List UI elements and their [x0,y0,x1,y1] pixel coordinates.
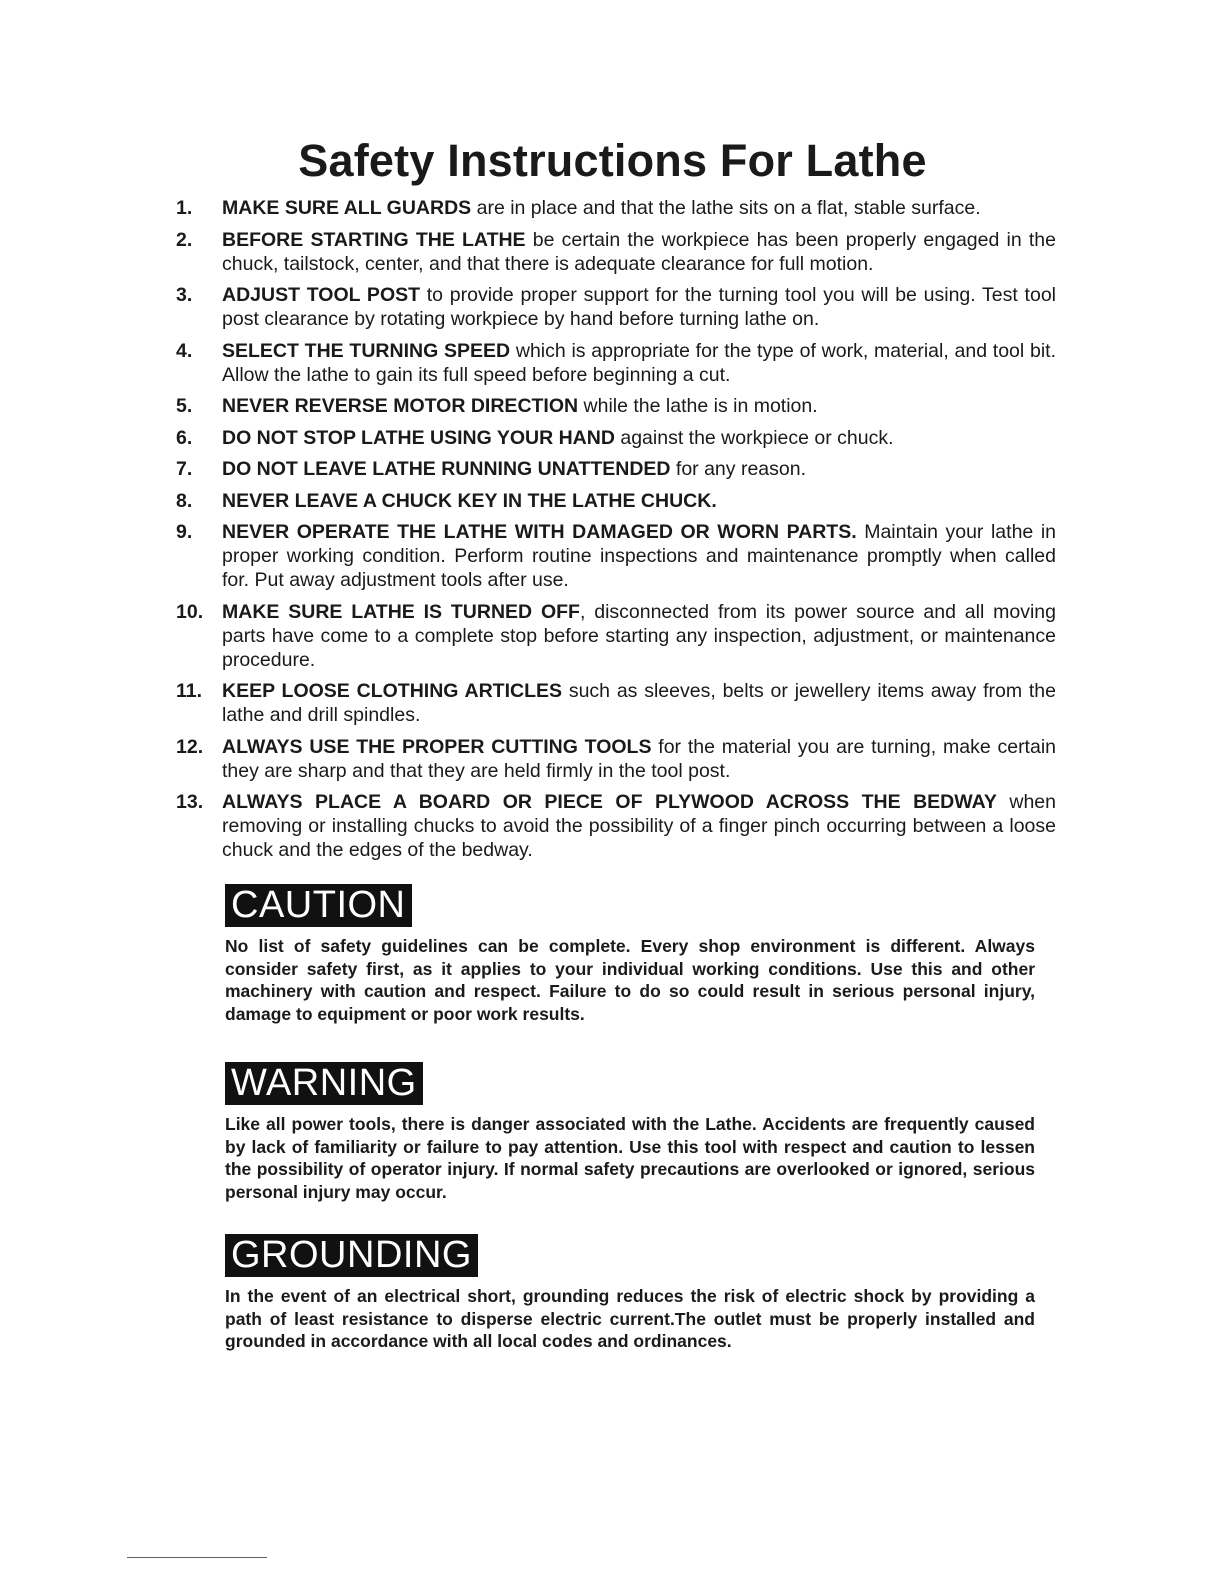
item-body [222,196,1056,220]
item-lead: SELECT THE TURNING SPEED [222,339,511,362]
item-lead: ADJUST TOOL POST [222,284,421,306]
instruction-item-8 [176,489,1056,513]
item-number: 13. [176,791,204,813]
item-number: 12. [176,735,204,758]
instruction-item-9 [176,520,1056,592]
item-text: Maintain your lathe in proper working condition. Perform routine inspections and maintenance promptly when called for. Put away adjustment tools after use. [222,521,1057,591]
item-text: when removing or installing chucks to avoid the possibility of a finger pinch occurring between a loose chuck and the edges of the bedway. [222,791,1056,861]
caution-notice [225,884,1035,1025]
item-lead: MAKE SURE ALL GUARDS [222,197,472,219]
item-text: such as sleeves, belts or jewellery items away from the lathe and drill spindles. [222,680,1056,726]
item-number: 2. [176,228,193,251]
item-lead: NEVER REVERSE MOTOR DIRECTION [222,395,579,417]
grounding-label: GROUNDING [225,1234,478,1277]
item-text: are in place and that the lathe sits on a flat, stable surface. [471,197,981,219]
item-text: which is appropriate for the type of work, material, and tool bit. Allow the lathe to gain its full speed before beginning a cut. [222,339,1056,386]
instruction-item-6 [176,426,1056,450]
item-text: for the material you are turning, make certain they are sharp and that they are held firmly in the tool post. [222,735,1056,782]
item-body [222,339,1056,387]
item-lead: NEVER OPERATE THE LATHE WITH DAMAGED OR WORN PARTS. [222,521,857,543]
item-body [222,489,1056,513]
item-text: to provide proper support for the turning tool you will be using. Test tool post clearance by rotating workpiece by hand before turning lathe on. [222,284,1056,330]
warning-notice [225,1062,1035,1203]
item-text: against the workpiece or chuck. [614,426,894,449]
warning-label: WARNING [225,1062,423,1105]
item-lead: DO NOT STOP LATHE USING YOUR HAND [222,426,615,449]
item-text: for any reason. [670,458,806,480]
item-body [222,426,1056,450]
item-lead: NEVER LEAVE A CHUCK KEY IN THE LATHE CHUCK. [222,489,717,512]
caution-text: No list of safety guidelines can be complete. Every shop environment is different. Always consider safety first, as it applies to your individual working conditions. Use this and other machinery with caution and respect. Failure to do so could result in serious personal injury, damage to equipment or poor work results. [225,936,1035,1024]
item-lead: ALWAYS USE THE PROPER CUTTING TOOLS [222,735,652,758]
item-body [222,457,1056,481]
grounding-notice [225,1234,1035,1353]
item-body [222,790,1056,862]
instruction-item-3 [176,283,1056,331]
item-lead: MAKE SURE LATHE IS TURNED OFF [222,600,580,623]
item-number: 9. [176,521,193,543]
item-body [222,228,1056,276]
item-body [222,735,1056,783]
item-number: 5. [176,395,193,417]
item-text: while the lathe is in motion. [578,395,818,417]
item-text: , disconnected from its power source and all moving parts have come to a complete stop before starting any inspection, adjustment, or maintenance procedure. [222,600,1056,671]
item-number: 10. [176,600,204,623]
instruction-item-4 [176,339,1056,387]
item-body [222,600,1056,672]
item-text: be certain the workpiece has been properly engaged in the chuck, tailstock, center, and that there is adequate clearance for full motion. [222,228,1056,275]
instruction-item-2 [176,228,1056,276]
caution-label: CAUTION [225,884,412,927]
item-number: 4. [176,339,193,362]
instruction-item-11 [176,679,1056,727]
instruction-item-12 [176,735,1056,783]
item-body [222,394,1056,418]
item-lead: ALWAYS PLACE A BOARD OR PIECE OF PLYWOOD ACROSS THE BEDWAY [222,791,997,813]
item-body [222,520,1056,592]
item-number: 3. [176,284,193,306]
instruction-item-5 [176,394,1056,418]
grounding-text: In the event of an electrical short, grounding reduces the risk of electric shock by providing a path of least resistance to disperse electric current.The outlet must be properly installed and grounded in accordance with all local codes and ordinances. [225,1286,1035,1351]
item-number: 11. [176,680,203,702]
safety-instruction-list [176,196,1056,870]
item-lead: DO NOT LEAVE LATHE RUNNING UNATTENDED [222,458,671,480]
footer-rule [127,1557,267,1558]
item-lead: BEFORE STARTING THE LATHE [222,228,526,251]
item-number: 6. [176,426,193,449]
item-number: 1. [176,197,193,219]
item-number: 8. [176,489,193,512]
instruction-item-1 [176,196,1056,220]
instruction-item-7 [176,457,1056,481]
item-lead: KEEP LOOSE CLOTHING ARTICLES [222,680,563,702]
warning-text: Like all power tools, there is danger associated with the Lathe. Accidents are frequently caused by lack of familiarity or failure to pay attention. Use this tool with respect and caution to lessen the possibility of operator injury. If normal safety precautions are overlooked or ignored, serious personal injury may occur. [225,1114,1035,1202]
item-body [222,679,1056,727]
instruction-item-10 [176,600,1056,672]
page-title: Safety Instructions For Lathe [298,135,927,186]
item-body [222,283,1056,331]
instruction-item-13 [176,790,1056,862]
item-number: 7. [176,458,193,480]
